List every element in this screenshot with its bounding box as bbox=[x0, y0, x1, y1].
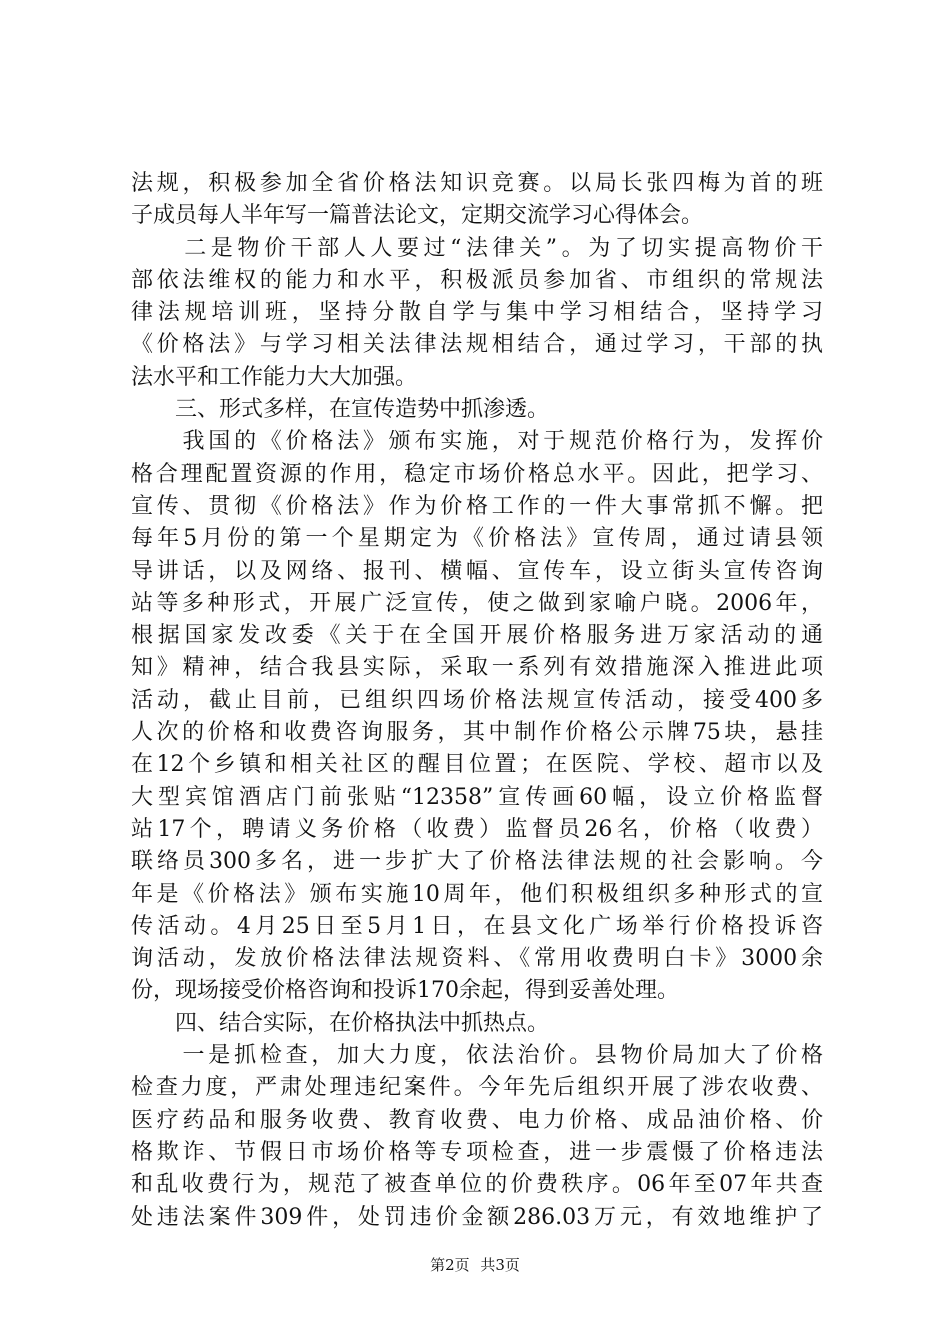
text-line: 导讲话，以及网络、报刊、横幅、宣传车，设立街头宣传咨询 bbox=[131, 558, 823, 584]
text-line: 三、形式多样，在宣传造势中抓渗透。 bbox=[131, 397, 550, 423]
text-line: 和乱收费行为，规范了被查单位的价费秩序。06年至07年共查 bbox=[131, 1172, 823, 1198]
text-line: 格合理配置资源的作用，稳定市场价格总水平。因此，把学习、 bbox=[131, 461, 823, 487]
text-line: 医疗药品和服务收费、教育收费、电力价格、成品油价格、价 bbox=[131, 1107, 823, 1133]
text-line: 一是抓检查，加大力度，依法治价。县物价局加大了价格 bbox=[131, 1043, 823, 1069]
text-line: 每年5月份的第一个星期定为《价格法》宣传周，通过请县领 bbox=[131, 526, 823, 552]
page-footer: 第2页 共3页 bbox=[430, 1256, 520, 1274]
text-line: 联络员300多名，进一步扩大了价格法律法规的社会影响。今 bbox=[131, 849, 823, 875]
text-line: 在12个乡镇和相关社区的醒目位置；在医院、学校、超市以及 bbox=[131, 752, 823, 778]
text-line: 格欺诈、节假日市场价格等专项检查，进一步震慑了价格违法 bbox=[131, 1139, 823, 1165]
text-line: 检查力度，严肃处理违纪案件。今年先后组织开展了涉农收费、 bbox=[131, 1075, 823, 1101]
text-line: 法规，积极参加全省价格法知识竞赛。以局长张四梅为首的班 bbox=[131, 171, 823, 196]
text-line: 处违法案件309件，处罚违价金额286.03万元，有效地维护了 bbox=[131, 1204, 823, 1230]
text-line: 子成员每人半年写一篇普法论文，定期交流学习心得体会。 bbox=[131, 203, 704, 229]
text-line: 大型宾馆酒店门前张贴“12358”宣传画60幅，设立价格监督 bbox=[131, 784, 823, 810]
text-line: 根据国家发改委《关于在全国开展价格服务进万家活动的通 bbox=[131, 623, 823, 649]
text-line: 宣传、贯彻《价格法》作为价格工作的一件大事常抓不懈。把 bbox=[131, 493, 823, 519]
document-body bbox=[131, 168, 823, 1234]
text-line: 《价格法》与学习相关法律法规相结合，通过学习，干部的执 bbox=[131, 332, 823, 358]
text-line: 份，现场接受价格咨询和投诉170余起，得到妥善处理。 bbox=[131, 978, 679, 1004]
text-line: 传活动。4月25日至5月1日，在县文化广场举行价格投诉咨 bbox=[131, 913, 823, 939]
text-line: 律法规培训班，坚持分散自学与集中学习相结合，坚持学习 bbox=[131, 300, 823, 326]
text-line: 站17个，聘请义务价格（收费）监督员26名，价格（收费） bbox=[131, 816, 823, 842]
text-line: 年是《价格法》颁布实施10周年，他们积极组织多种形式的宣 bbox=[131, 881, 823, 907]
text-line: 部依法维权的能力和水平，积极派员参加省、市组织的常规法 bbox=[131, 267, 823, 293]
text-line: 二是物价干部人人要过“法律关”。为了切实提高物价干 bbox=[131, 235, 823, 261]
text-line: 四、结合实际，在价格执法中抓热点。 bbox=[131, 1010, 550, 1036]
text-line: 法水平和工作能力大大加强。 bbox=[131, 364, 418, 390]
text-line: 站等多种形式，开展广泛宣传，使之做到家喻户晓。2006年， bbox=[131, 590, 823, 616]
text-line: 询活动，发放价格法律法规资料、《常用收费明白卡》3000余 bbox=[131, 946, 823, 972]
text-line: 知》精神，结合我县实际，采取一系列有效措施深入推进此项 bbox=[131, 655, 823, 681]
text-line: 活动，截止目前，已组织四场价格法规宣传活动，接受400多 bbox=[131, 687, 823, 713]
text-line: 人次的价格和收费咨询服务，其中制作价格公示牌75块，悬挂 bbox=[131, 720, 823, 746]
text-line: 我国的《价格法》颁布实施，对于规范价格行为，发挥价 bbox=[131, 429, 823, 455]
